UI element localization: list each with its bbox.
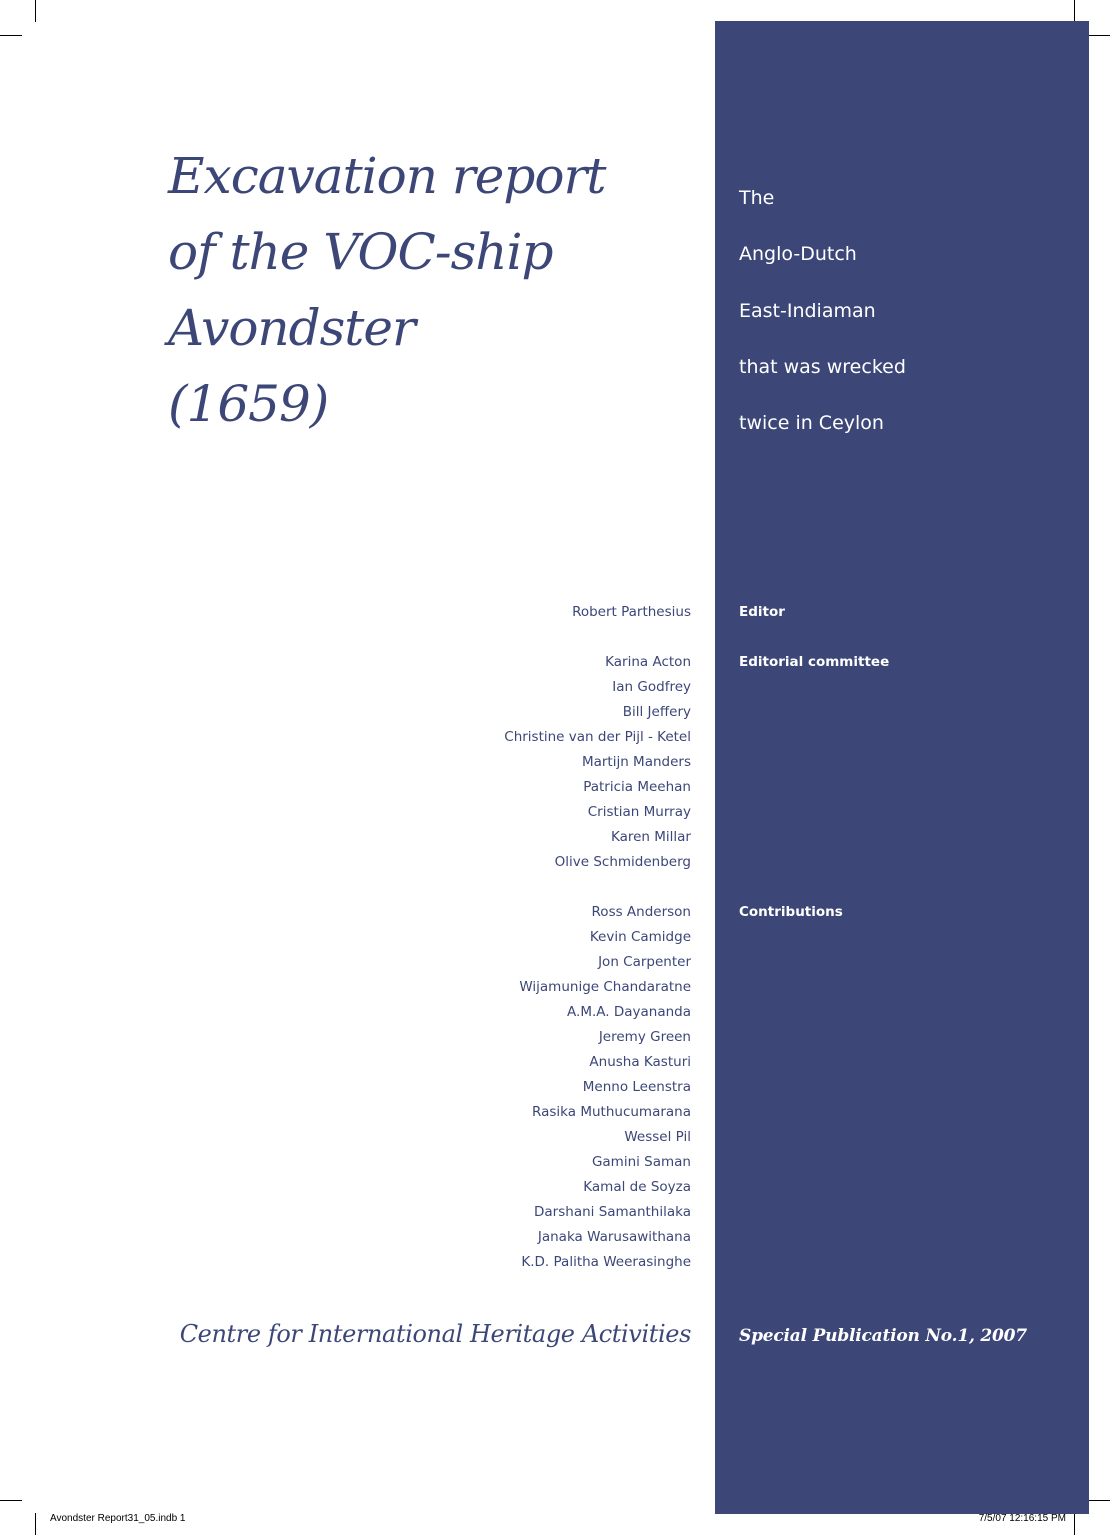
contributor: Jeremy Green [598, 1029, 691, 1045]
committee-member: Ian Godfrey [612, 679, 691, 695]
editor-role-label: Editor [739, 604, 785, 620]
subtitle-line: East-Indiaman [739, 299, 876, 322]
contributor: A.M.A. Dayananda [567, 1004, 691, 1020]
contributor: Menno Leenstra [582, 1079, 691, 1095]
editor-names [271, 600, 691, 625]
title-line: (1659) [168, 375, 329, 433]
subtitle-line: The [739, 187, 775, 209]
editor-name: Robert Parthesius [572, 604, 691, 620]
contributor: Janaka Warusawithana [537, 1229, 691, 1245]
title-line: Excavation report [168, 147, 606, 205]
committee-member: Olive Schmidenberg [554, 854, 691, 870]
crop-mark-top-right-vertical [1074, 0, 1075, 22]
committee-member: Karina Acton [605, 654, 691, 670]
contributor: Darshani Samanthilaka [534, 1204, 691, 1220]
publisher-name: Centre for International Heritage Activities [179, 1320, 691, 1348]
contributor: Ross Anderson [591, 904, 691, 920]
subtitle-line: twice in Ceylon [739, 412, 884, 435]
series-label: Special Publication No.1, 2007 [739, 1326, 1027, 1346]
report-title [168, 138, 688, 442]
committee-member: Bill Jeffery [622, 704, 691, 720]
subtitle-line: that was wrecked [739, 355, 906, 378]
committee-role-label: Editorial committee [739, 654, 890, 670]
print-slug-file: Avondster Report31_05.indb 1 [50, 1513, 186, 1524]
contributor: Gamini Saman [591, 1154, 691, 1170]
title-line: of the VOC-ship [168, 223, 553, 281]
crop-mark-bottom-left-vertical [35, 1513, 36, 1535]
committee-member: Karen Millar [610, 829, 691, 845]
title-line: Avondster [168, 299, 415, 357]
committee-member: Cristian Murray [587, 804, 691, 820]
contributor: K.D. Palitha Weerasinghe [521, 1254, 691, 1270]
contributor: Wijamunige Chandaratne [519, 979, 691, 995]
committee-member: Christine van der Pijl - Ketel [504, 729, 691, 745]
committee-names [271, 650, 691, 875]
contributor: Wessel Pil [624, 1129, 691, 1145]
subtitle-line: Anglo-Dutch [739, 243, 857, 266]
report-subtitle [739, 170, 1069, 451]
committee-member: Martijn Manders [581, 754, 691, 770]
committee-member: Patricia Meehan [583, 779, 691, 795]
crop-mark-bottom-right-horizontal [1088, 1500, 1110, 1501]
crop-mark-top-right-horizontal [1088, 35, 1110, 36]
crop-mark-top-left-horizontal [0, 35, 22, 36]
contributor: Rasika Muthucumarana [532, 1104, 691, 1120]
contributor: Anusha Kasturi [589, 1054, 691, 1070]
crop-mark-bottom-right-vertical [1074, 1513, 1075, 1535]
contributor: Kevin Camidge [589, 929, 691, 945]
crop-mark-bottom-left-horizontal [0, 1500, 22, 1501]
print-slug-date: 7/5/07 12:16:15 PM [978, 1513, 1066, 1524]
contributor-names [271, 900, 691, 1275]
crop-mark-top-left-vertical [35, 0, 36, 22]
contributions-role-label: Contributions [739, 904, 843, 920]
contributor: Kamal de Soyza [583, 1179, 691, 1195]
contributor: Jon Carpenter [598, 954, 691, 970]
